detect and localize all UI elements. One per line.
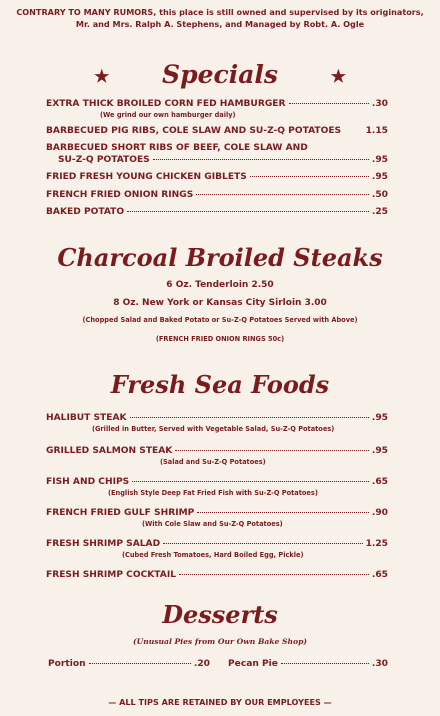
item-note: (English Style Deep Fat Fried Fish with Su-Z-Q Potatoes) — [108, 489, 318, 497]
desserts-note: (Unusual Pies from Our Own Bake Shop) — [132, 637, 307, 646]
item-name: EXTRA THICK BROILED CORN FED HAMBURGER — [46, 99, 286, 109]
dot-leader — [344, 130, 362, 131]
item-price: .20 — [193, 659, 210, 669]
specials-heading: Specials — [162, 60, 278, 89]
item-name: BARBECUED SHORT RIBS OF BEEF, COLE SLAW AND — [46, 143, 308, 153]
item-note: (We grind our own hamburger daily) — [100, 111, 236, 119]
seafood-heading: Fresh Sea Foods — [110, 370, 330, 399]
item-name: FRESH SHRIMP SALAD — [46, 539, 161, 549]
dot-leader — [153, 158, 369, 160]
item-price: .95 — [371, 172, 388, 182]
menu-item — [46, 538, 388, 550]
item-price: .95 — [371, 155, 388, 165]
dot-leader — [130, 416, 369, 418]
steaks-heading: Charcoal Broiled Steaks — [57, 243, 383, 272]
dot-leader — [197, 511, 369, 513]
item-price: .95 — [371, 446, 388, 456]
item-name: Pecan Pie — [228, 659, 278, 669]
intro-line-1: CONTRARY TO MANY RUMORS, this place is still owned and supervised by its originators, — [16, 7, 424, 17]
intro-line-2: Mr. and Mrs. Ralph A. Stephens, and Managed by Robt. A. Ogle — [75, 19, 365, 29]
footer-text: — ALL TIPS ARE RETAINED BY OUR EMPLOYEES — — [108, 697, 332, 707]
menu-item — [46, 189, 388, 201]
item-note: (Grilled in Butter, Served with Vegetable Salad, Su-Z-Q Potatoes) — [92, 425, 335, 433]
desserts-heading: Desserts — [162, 600, 278, 629]
menu-item — [46, 125, 388, 137]
specials-heading-row — [0, 60, 440, 89]
item-name: FRENCH FRIED ONION RINGS — [46, 190, 194, 200]
item-price: 1.15 — [365, 126, 388, 136]
menu-item — [46, 412, 388, 424]
item-note: (Salad and Su-Z-Q Potatoes) — [160, 458, 266, 466]
menu-item — [46, 569, 388, 581]
item-price: .30 — [371, 99, 388, 109]
item-price: .65 — [371, 477, 388, 487]
dot-leader — [250, 175, 369, 177]
steak-line-2: 8 Oz. New York or Kansas City Sirloin 3.00 — [113, 298, 327, 308]
menu-item-cont — [58, 154, 388, 166]
item-price: .30 — [371, 659, 388, 669]
menu-item — [46, 206, 388, 218]
dot-leader — [127, 210, 369, 212]
dot-leader — [89, 662, 191, 664]
menu-item — [46, 142, 388, 154]
dot-leader — [175, 449, 369, 451]
item-price: 1.25 — [365, 539, 388, 549]
dessert-pecan — [228, 658, 388, 670]
item-name-cont: SU-Z-Q POTATOES — [58, 155, 150, 165]
dot-leader — [196, 193, 369, 195]
item-price: .25 — [371, 207, 388, 217]
steak-line-1: 6 Oz. Tenderloin 2.50 — [166, 280, 274, 290]
intro-text — [6, 6, 434, 30]
item-name: GRILLED SALMON STEAK — [46, 446, 173, 456]
steak-note-2: (FRENCH FRIED ONION RINGS 50c) — [155, 335, 285, 343]
item-name: FRENCH FRIED GULF SHRIMP — [46, 508, 195, 518]
dot-leader — [132, 480, 369, 482]
menu-item — [46, 476, 388, 488]
dot-leader — [281, 662, 369, 664]
menu-item — [46, 98, 388, 110]
menu-item — [46, 507, 388, 519]
dot-leader — [289, 102, 369, 104]
dot-leader — [179, 573, 369, 575]
item-price: .90 — [371, 508, 388, 518]
item-note: (Cubed Fresh Tomatoes, Hard Boiled Egg, Pickle) — [122, 551, 304, 559]
steak-note-1: (Chopped Salad and Baked Potato or Su-Z-Q Potatoes Served with Above) — [82, 316, 358, 324]
item-name: HALIBUT STEAK — [46, 413, 127, 423]
item-price: .50 — [371, 190, 388, 200]
item-name: FRESH SHRIMP COCKTAIL — [46, 570, 177, 580]
item-note: (With Cole Slaw and Su-Z-Q Potatoes) — [142, 520, 283, 528]
item-price: .95 — [371, 413, 388, 423]
menu-item — [46, 171, 388, 183]
menu-item — [46, 445, 388, 457]
star-icon: ★ — [94, 66, 110, 87]
item-name: BAKED POTATO — [46, 207, 125, 217]
item-name: FISH AND CHIPS — [46, 477, 130, 487]
dessert-portion — [48, 658, 210, 670]
dot-leader — [163, 542, 362, 544]
item-name: FRIED FRESH YOUNG CHICKEN GIBLETS — [46, 172, 247, 182]
item-name: BARBECUED PIG RIBS, COLE SLAW AND SU-Z-Q POTATOES — [46, 126, 342, 136]
item-price: .65 — [371, 570, 388, 580]
star-icon: ★ — [330, 66, 346, 87]
item-name: Portion — [48, 659, 86, 669]
